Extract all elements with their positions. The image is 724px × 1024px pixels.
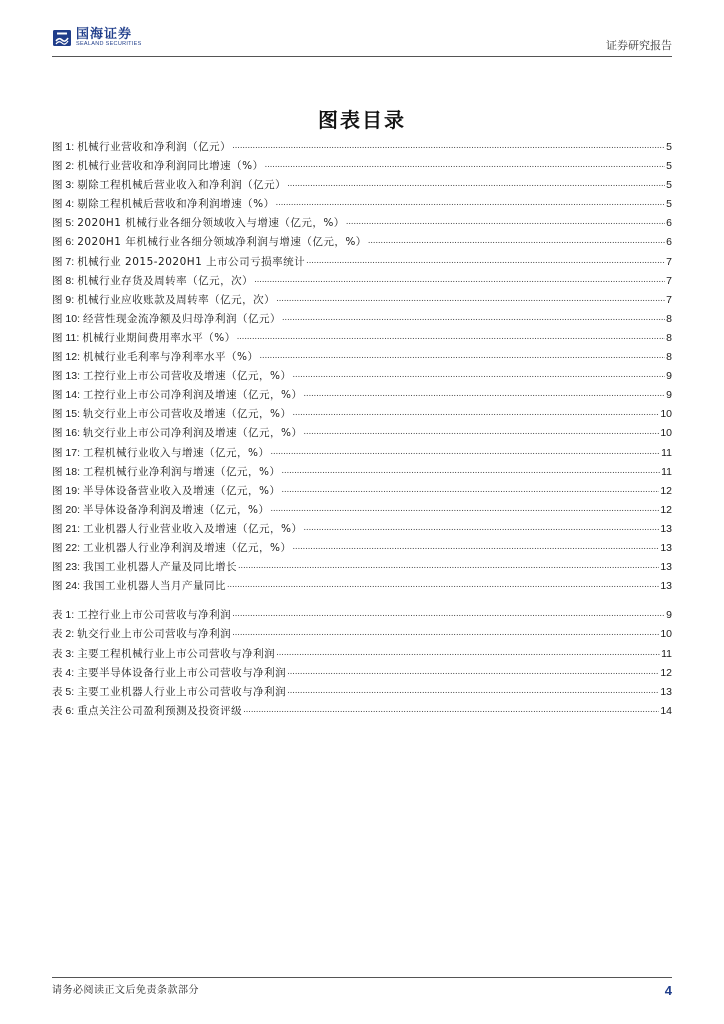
table-entry[interactable] <box>52 607 672 626</box>
entry-title: 我国工业机器人产量及同比增长 <box>83 561 238 574</box>
entry-label: 图 20: <box>52 503 81 516</box>
dot-leader <box>304 425 660 437</box>
figure-entry[interactable] <box>52 215 672 234</box>
dot-leader <box>304 387 666 399</box>
entry-label: 图 8: <box>52 274 75 287</box>
dot-leader <box>232 139 665 151</box>
entry-label: 图 24: <box>52 580 81 593</box>
entry-page-number: 9 <box>666 370 672 383</box>
entry-label: 表 4: <box>52 666 75 679</box>
dot-leader <box>346 215 665 227</box>
company-logo <box>52 28 142 48</box>
figure-entry[interactable] <box>52 559 672 578</box>
dot-leader <box>293 368 666 380</box>
entry-title: 轨交行业上市公司营收与净利润 <box>77 628 232 641</box>
entry-title: 轨交行业上市公司净利润及增速（亿元，%） <box>83 427 303 440</box>
entry-page-number: 10 <box>660 628 672 641</box>
entry-page-number: 7 <box>666 293 672 306</box>
dot-leader <box>265 158 665 170</box>
dot-leader <box>260 349 666 361</box>
dot-leader <box>293 540 660 552</box>
entry-title: 机械行业应收账款及周转率（亿元，次） <box>77 293 276 306</box>
entry-page-number: 6 <box>666 217 672 230</box>
entry-label: 表 3: <box>52 647 75 660</box>
figure-entry[interactable] <box>52 234 672 253</box>
entry-label: 表 6: <box>52 705 75 718</box>
entry-label: 图 23: <box>52 561 81 574</box>
figure-entry[interactable] <box>52 311 672 330</box>
dot-leader <box>271 502 660 514</box>
figure-entry[interactable] <box>52 387 672 406</box>
table-entry[interactable] <box>52 646 672 665</box>
entry-page-number: 8 <box>666 351 672 364</box>
entry-label: 图 19: <box>52 484 81 497</box>
logo-english-name: SEALAND SECURITIES <box>76 41 142 48</box>
entry-label: 图 22: <box>52 541 81 554</box>
table-entry[interactable] <box>52 703 672 722</box>
entry-label: 图 10: <box>52 312 81 325</box>
table-index <box>52 607 672 723</box>
sealand-logo-icon <box>52 28 72 48</box>
entry-page-number: 13 <box>660 541 672 554</box>
dot-leader <box>287 177 665 189</box>
entry-page-number: 5 <box>666 141 672 153</box>
entry-title: 工程机械行业收入与增速（亿元，%） <box>83 446 270 459</box>
figure-entry[interactable] <box>52 521 672 540</box>
dot-leader <box>237 330 665 342</box>
dot-leader <box>243 703 659 715</box>
figure-index <box>52 139 672 597</box>
entry-page-number: 7 <box>666 274 672 287</box>
entry-page-number: 7 <box>666 255 672 268</box>
entry-title: 2020H1 机械行业各细分领域收入与增速（亿元，%） <box>77 217 345 230</box>
dot-leader <box>287 665 659 677</box>
entry-page-number: 13 <box>660 561 672 574</box>
page-title: 图表目录 <box>318 108 406 132</box>
table-entry[interactable] <box>52 665 672 684</box>
figure-entry[interactable] <box>52 254 672 273</box>
entry-page-number: 9 <box>666 389 672 402</box>
figure-entry[interactable] <box>52 330 672 349</box>
entry-page-number: 13 <box>660 522 672 535</box>
dot-leader <box>276 292 665 304</box>
entry-page-number: 5 <box>666 160 672 173</box>
figure-entry[interactable] <box>52 464 672 483</box>
figure-entry[interactable] <box>52 177 672 196</box>
entry-page-number: 12 <box>660 484 672 497</box>
entry-title: 剔除工程机械后营收和净利润增速（%） <box>77 198 275 211</box>
entry-label: 表 1: <box>52 609 75 621</box>
dot-leader <box>227 578 659 590</box>
entry-page-number: 11 <box>661 647 672 660</box>
logo-chinese-name: 国海证券 <box>76 27 133 43</box>
entry-title: 工控行业上市公司营收与净利润 <box>77 609 232 621</box>
entry-title: 工业机器人行业营业收入及增速（亿元，%） <box>83 522 303 535</box>
entry-label: 图 2: <box>52 160 75 173</box>
figure-entry[interactable] <box>52 540 672 559</box>
entry-title: 主要半导体设备行业上市公司营收与净利润 <box>77 666 287 679</box>
entry-label: 图 18: <box>52 465 81 478</box>
entry-page-number: 5 <box>666 179 672 192</box>
entry-label: 表 5: <box>52 686 75 699</box>
entry-page-number: 13 <box>660 580 672 593</box>
entry-label: 图 21: <box>52 522 81 535</box>
disclaimer-text: 请务必阅读正文后免责条款部分 <box>52 985 199 996</box>
entry-page-number: 11 <box>661 446 672 459</box>
entry-title: 机械行业期间费用率水平（%） <box>82 331 236 344</box>
table-entry[interactable] <box>52 684 672 703</box>
dot-leader <box>306 254 665 266</box>
entry-title: 工控行业上市公司营收及增速（亿元，%） <box>83 370 292 383</box>
dot-leader <box>276 646 660 658</box>
entry-page-number: 10 <box>660 427 672 440</box>
entry-label: 图 4: <box>52 198 75 211</box>
dot-leader <box>293 406 660 418</box>
entry-title: 主要工业机器人行业上市公司营收与净利润 <box>77 686 287 699</box>
entry-label: 图 12: <box>52 351 81 364</box>
entry-page-number: 11 <box>661 465 672 478</box>
figure-entry[interactable] <box>52 292 672 311</box>
page-header <box>52 28 672 56</box>
entry-title: 工控行业上市公司净利润及增速（亿元，%） <box>83 389 303 402</box>
entry-page-number: 10 <box>660 408 672 421</box>
dot-leader <box>271 445 661 457</box>
dot-leader <box>254 273 665 285</box>
dot-leader <box>282 311 665 323</box>
dot-leader <box>282 464 661 476</box>
entry-title: 机械行业营收和净利润同比增速（%） <box>77 160 264 173</box>
entry-page-number: 8 <box>666 331 672 344</box>
figure-entry[interactable] <box>52 578 672 597</box>
figure-entry[interactable] <box>52 349 672 368</box>
dot-leader <box>238 559 659 571</box>
entry-label: 图 7: <box>52 255 75 268</box>
dot-leader <box>232 607 665 619</box>
dot-leader <box>232 626 659 638</box>
figure-entry[interactable] <box>52 368 672 387</box>
figure-entry[interactable] <box>52 445 672 464</box>
figure-entry[interactable] <box>52 502 672 521</box>
figure-entry[interactable] <box>52 139 672 158</box>
figure-entry[interactable] <box>52 196 672 215</box>
dot-leader <box>304 521 660 533</box>
entry-page-number: 5 <box>666 198 672 211</box>
entry-label: 图 1: <box>52 141 75 153</box>
entry-title: 机械行业营收和净利润（亿元） <box>77 141 232 153</box>
figure-entry[interactable] <box>52 158 672 177</box>
entry-title: 半导体设备营业收入及增速（亿元，%） <box>83 484 281 497</box>
entry-title: 工业机器人行业净利润及增速（亿元，%） <box>83 541 292 554</box>
entry-page-number: 13 <box>660 686 672 699</box>
entry-page-number: 9 <box>666 609 672 621</box>
entry-label: 图 16: <box>52 427 81 440</box>
entry-label: 图 5: <box>52 217 75 230</box>
entry-title: 2020H1 年机械行业各细分领域净利润与增速（亿元，%） <box>77 236 367 249</box>
page-number: 4 <box>664 983 672 998</box>
entry-page-number: 12 <box>660 503 672 516</box>
entry-page-number: 14 <box>660 705 672 718</box>
entry-title: 我国工业机器人当月产量同比 <box>83 580 227 593</box>
table-entry[interactable] <box>52 626 672 645</box>
entry-title: 轨交行业上市公司营收及增速（亿元，%） <box>83 408 292 421</box>
entry-label: 图 14: <box>52 389 81 402</box>
entry-title: 经营性现金流净额及归母净利润（亿元） <box>83 312 282 325</box>
entry-title: 机械行业存货及周转率（亿元，次） <box>77 274 254 287</box>
entry-label: 表 2: <box>52 628 75 641</box>
footer-divider <box>52 977 672 978</box>
entry-title: 主要工程机械行业上市公司营收与净利润 <box>77 647 276 660</box>
dot-leader <box>282 483 660 495</box>
dot-leader <box>276 196 665 208</box>
report-type-label: 证券研究报告 <box>606 39 672 52</box>
entry-label: 图 6: <box>52 236 75 249</box>
entry-title: 工程机械行业净利润与增速（亿元，%） <box>83 465 281 478</box>
entry-label: 图 17: <box>52 446 81 459</box>
entry-title: 机械行业毛利率与净利率水平（%） <box>83 351 259 364</box>
entry-label: 图 11: <box>52 331 80 344</box>
figure-entry[interactable] <box>52 273 672 292</box>
dot-leader <box>368 234 665 246</box>
entry-title: 剔除工程机械后营业收入和净利润（亿元） <box>77 179 287 192</box>
entry-label: 图 3: <box>52 179 75 192</box>
figure-entry[interactable] <box>52 406 672 425</box>
entry-title: 重点关注公司盈利预测及投资评级 <box>77 705 243 718</box>
dot-leader <box>287 684 659 696</box>
entry-label: 图 9: <box>52 293 75 306</box>
entry-label: 图 15: <box>52 408 81 421</box>
entry-page-number: 12 <box>660 666 672 679</box>
figure-entry[interactable] <box>52 483 672 502</box>
entry-label: 图 13: <box>52 370 81 383</box>
entry-title: 机械行业 2015-2020H1 上市公司亏损率统计 <box>77 255 306 268</box>
figure-entry[interactable] <box>52 425 672 444</box>
entry-title: 半导体设备净利润及增速（亿元，%） <box>83 503 270 516</box>
entry-page-number: 8 <box>666 312 672 325</box>
header-divider <box>52 56 672 57</box>
entry-page-number: 6 <box>666 236 672 249</box>
